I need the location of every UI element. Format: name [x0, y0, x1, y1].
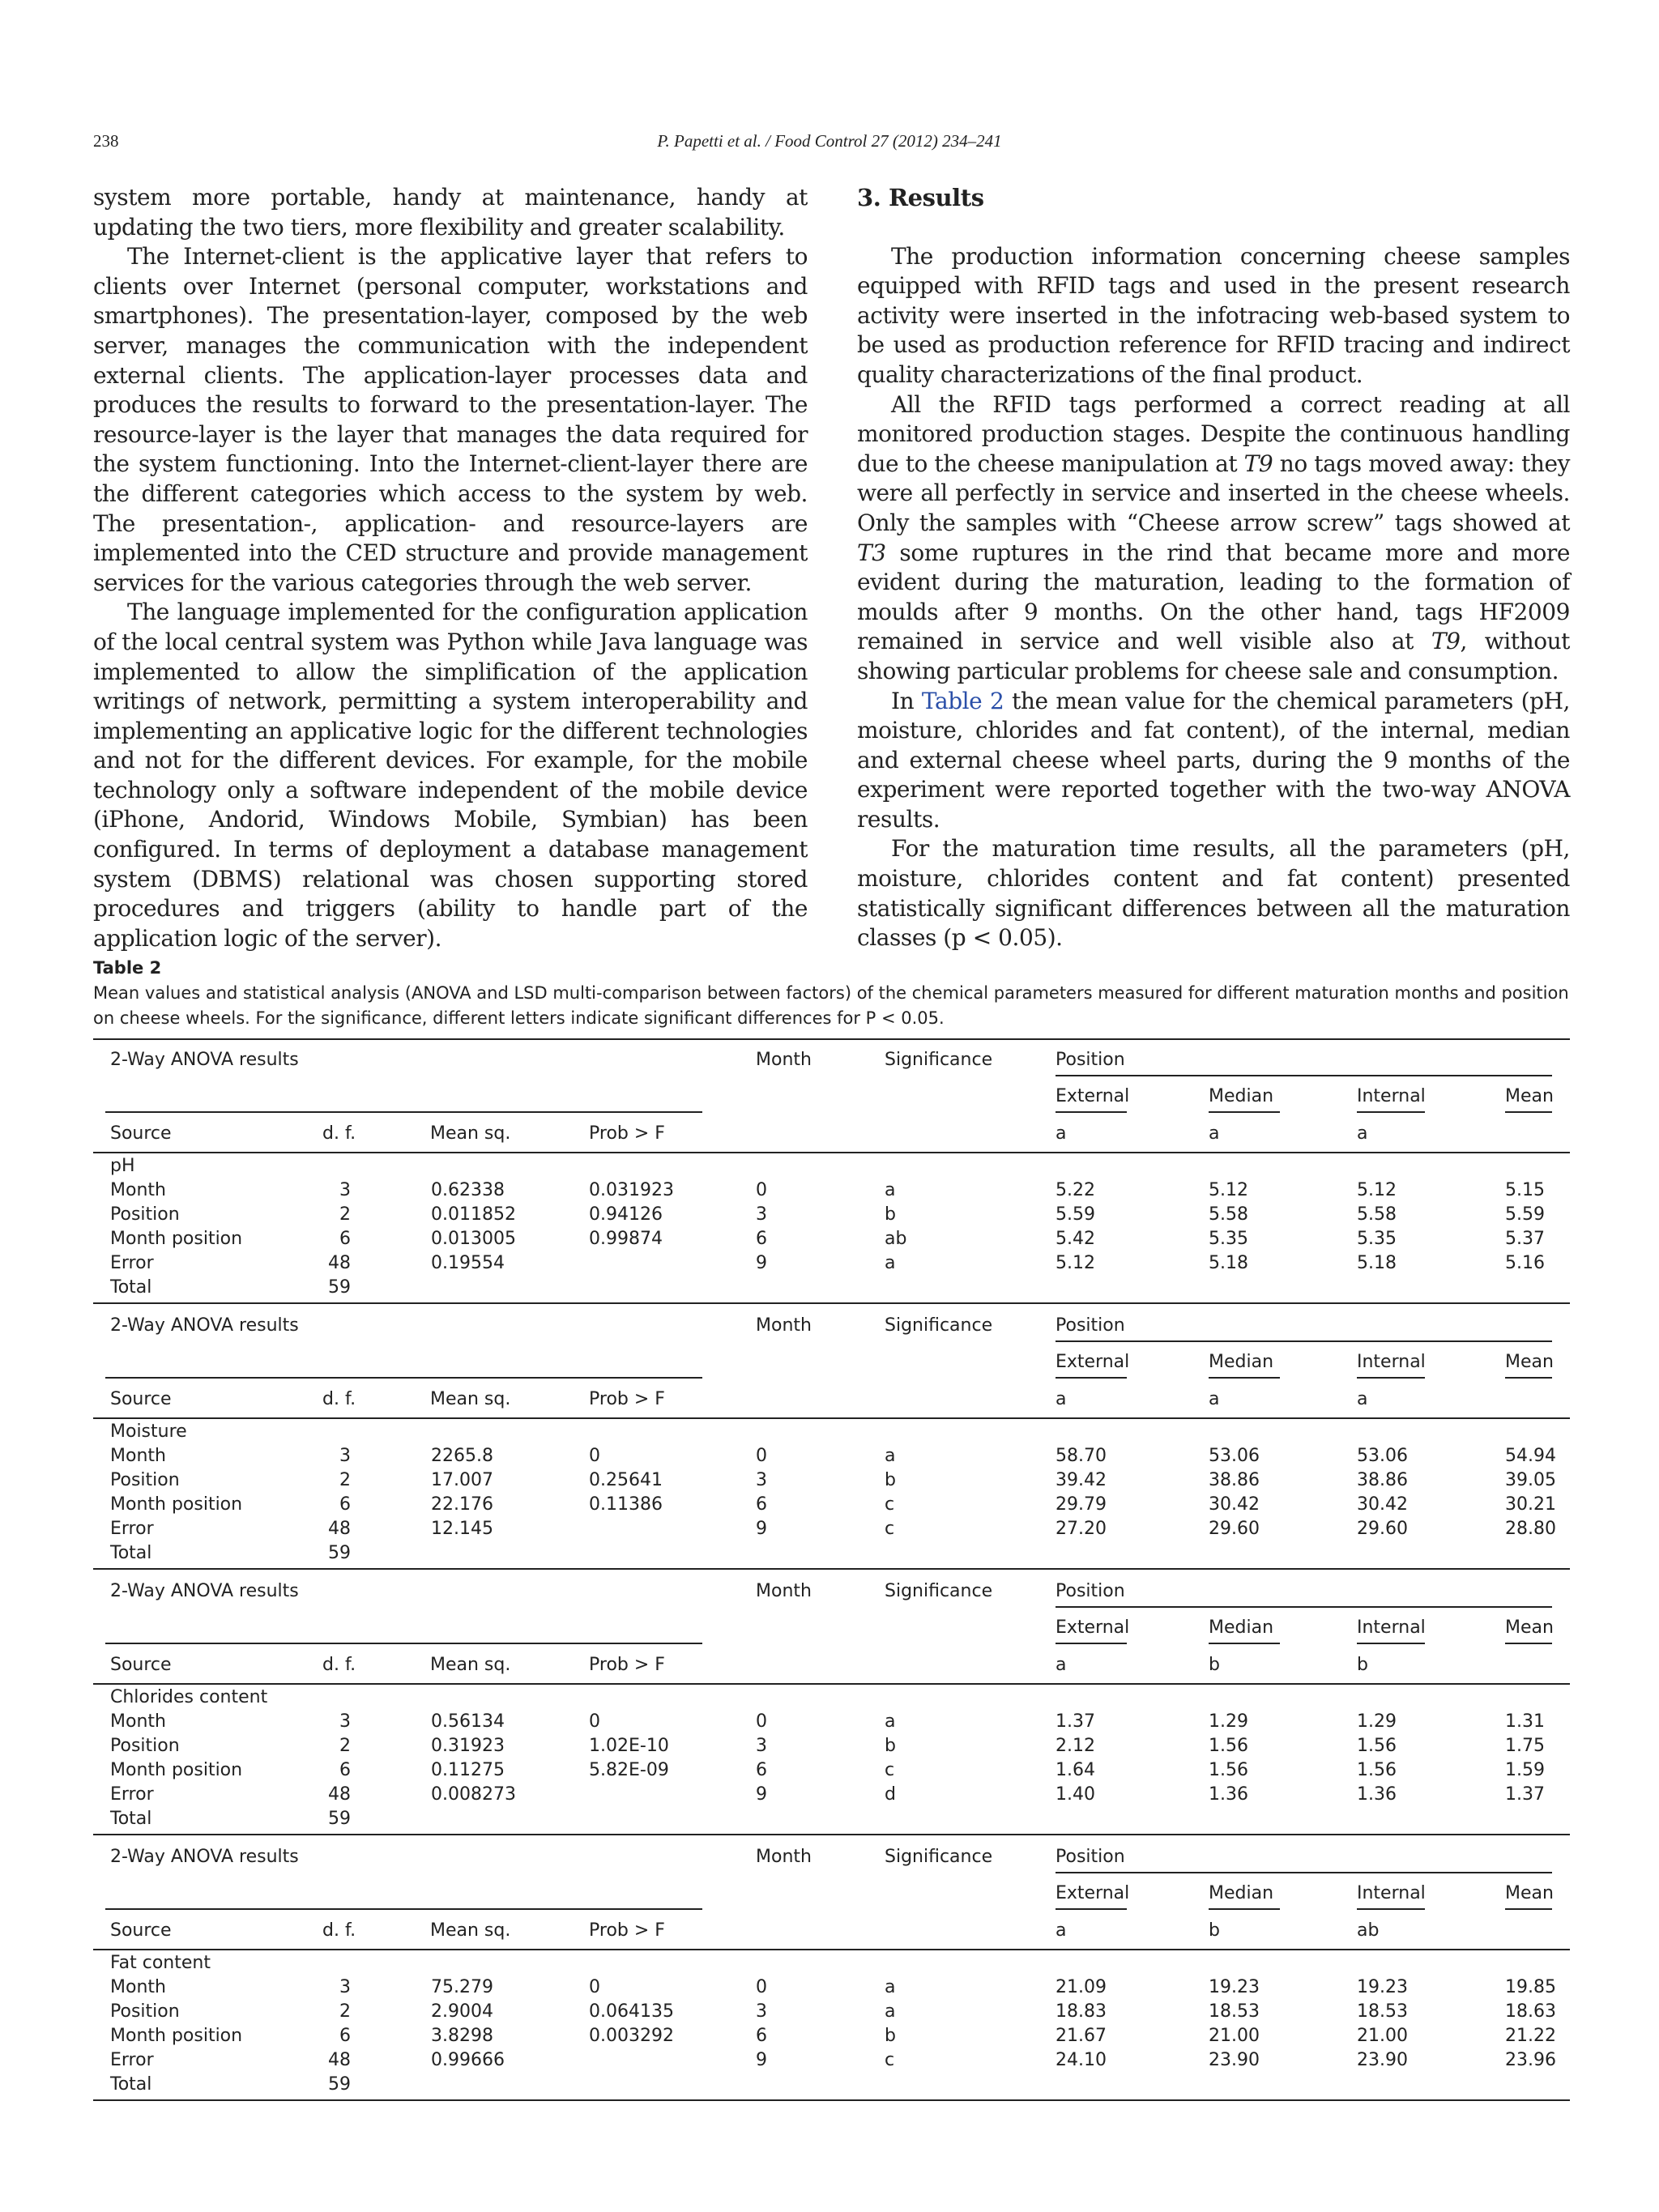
table-rule [105, 1643, 702, 1644]
median-value: 23.90 [1209, 2050, 1260, 2070]
internal-header: Internal [1357, 1883, 1426, 1903]
anova-meansq: 22.176 [431, 1494, 493, 1515]
anova-header: 2-Way ANOVA results [110, 1847, 299, 1867]
anova-df: 2 [339, 1470, 351, 1490]
anova-prob: 0.064135 [589, 2001, 674, 2022]
text-run: the mean value for the chemical parameters (pH, moisture, chlorides and fat content), of the internal, median and external cheese wheel parts, during the 9 months of the experiment were reported together with the two-way ANOVA results. [857, 687, 1570, 833]
table-rule [1209, 1377, 1280, 1379]
anova-source: Error [110, 1519, 154, 1539]
position-header: Position [1056, 1581, 1125, 1601]
position-letter: a [1056, 1920, 1067, 1941]
df-header: d. f. [322, 1920, 356, 1941]
anova-df: 59 [328, 2074, 351, 2095]
stage-symbol: T3 [857, 539, 886, 566]
month-value: 9 [756, 2050, 767, 2070]
internal-value: 30.42 [1357, 1494, 1408, 1515]
significance-value: a [885, 1253, 896, 1273]
anova-meansq: 12.145 [431, 1519, 493, 1539]
meansq-header: Mean sq. [430, 1920, 511, 1941]
mean-header: Mean [1505, 1352, 1554, 1372]
median-value: 5.35 [1209, 1229, 1248, 1249]
position-letter: b [1357, 1655, 1368, 1675]
significance-value: a [885, 2001, 896, 2022]
source-header: Source [110, 1920, 172, 1941]
anova-meansq: 0.013005 [431, 1229, 516, 1249]
anova-source: Error [110, 1784, 154, 1805]
table-block [93, 1570, 1570, 1837]
source-header: Source [110, 1389, 172, 1409]
median-header: Median [1209, 1617, 1274, 1638]
anova-df: 3 [339, 1711, 351, 1732]
external-value: 27.20 [1056, 1519, 1107, 1539]
external-value: 5.42 [1056, 1229, 1095, 1249]
anova-df: 48 [328, 1253, 351, 1273]
significance-header: Significance [885, 1315, 993, 1336]
table-rule [1056, 1377, 1127, 1379]
anova-prob: 0.003292 [589, 2026, 674, 2046]
table-rule [1505, 1111, 1552, 1113]
month-header: Month [756, 1847, 812, 1867]
table-rule [105, 1908, 702, 1910]
month-value: 6 [756, 1760, 767, 1780]
parameter-label: pH [110, 1156, 135, 1176]
significance-value: c [885, 1519, 895, 1539]
table-caption-text: Mean values and statistical analysis (ANOVA and LSD multi-comparison between factors) of the chemical parameters measured for different maturation months and position on cheese wheels. For the significance, different letters indicate significant differences for P < 0.05. [93, 983, 1569, 1028]
anova-df: 48 [328, 2050, 351, 2070]
mean-value: 18.63 [1505, 2001, 1556, 2022]
source-header: Source [110, 1655, 172, 1675]
mean-value: 28.80 [1505, 1519, 1556, 1539]
month-header: Month [756, 1050, 812, 1070]
external-value: 21.09 [1056, 1977, 1107, 1997]
table-rule [93, 1152, 1570, 1153]
position-letter: a [1056, 1655, 1067, 1675]
left-text-column [93, 183, 808, 953]
table-rule [1056, 1111, 1127, 1113]
paragraph: The language implemented for the configuration application of the local central system was Python while Java language was implemented to allow the simplification of the application writings of network, permitting a system interoperability and implementing an applicative logic for the different technologies and not for the different devices. For example, for the mobile technology only a software independent of the mobile device (iPhone, Andorid, Windows Mobile, Symbian) has been configured. In terms of deployment a database management system (DBMS) relational was chosen supporting stored procedures and triggers (ability to handle part of the application logic of the server). [93, 599, 808, 952]
anova-source: Month position [110, 2026, 243, 2046]
page-number: 238 [93, 131, 119, 151]
significance-value: d [885, 1784, 896, 1805]
prob-header: Prob > F [589, 1920, 665, 1941]
parameter-label: Fat content [110, 1953, 211, 1973]
df-header: d. f. [322, 1655, 356, 1675]
paragraph: For the maturation time results, all the parameters (pH, moisture, chlorides content and fat content) presented statistically significant differences between all the maturation classes (p < 0.05). [857, 835, 1570, 952]
anova-df: 59 [328, 1277, 351, 1298]
prob-header: Prob > F [589, 1123, 665, 1144]
meansq-header: Mean sq. [430, 1123, 511, 1144]
external-value: 5.22 [1056, 1180, 1095, 1200]
anova-source: Position [110, 1470, 180, 1490]
table-rule [1505, 1643, 1552, 1644]
significance-value: a [885, 1977, 896, 1997]
table-rule [93, 2099, 1570, 2101]
external-value: 58.70 [1056, 1446, 1107, 1466]
parameter-label: Moisture [110, 1421, 187, 1442]
external-value: 2.12 [1056, 1736, 1095, 1756]
table-rule [1056, 1340, 1552, 1342]
anova-meansq: 0.11275 [431, 1760, 505, 1780]
text-run: , without showing particular problems for cheese sale and consumption. [857, 628, 1570, 684]
stage-symbol: T9 [1431, 628, 1461, 655]
table-label: Table 2 [93, 958, 162, 978]
anova-prob: 0.031923 [589, 1180, 674, 1200]
anova-prob: 0 [589, 1446, 600, 1466]
anova-prob: 0.94126 [589, 1204, 663, 1225]
month-value: 0 [756, 1446, 767, 1466]
median-header: Median [1209, 1086, 1274, 1106]
position-letter: a [1056, 1123, 1067, 1144]
median-value: 53.06 [1209, 1446, 1260, 1466]
significance-value: b [885, 1204, 896, 1225]
median-value: 5.12 [1209, 1180, 1248, 1200]
external-value: 1.37 [1056, 1711, 1095, 1732]
internal-value: 18.53 [1357, 2001, 1408, 2022]
mean-value: 1.75 [1505, 1736, 1545, 1756]
internal-value: 23.90 [1357, 2050, 1408, 2070]
anova-df: 59 [328, 1809, 351, 1829]
anova-source: Month [110, 1977, 166, 1997]
mean-header: Mean [1505, 1617, 1554, 1638]
anova-df: 3 [339, 1446, 351, 1466]
anova-df: 6 [339, 2026, 351, 2046]
anova-source: Position [110, 1736, 180, 1756]
internal-value: 19.23 [1357, 1977, 1408, 1997]
anova-prob: 0.11386 [589, 1494, 663, 1515]
median-value: 1.56 [1209, 1736, 1248, 1756]
anova-df: 6 [339, 1494, 351, 1515]
month-header: Month [756, 1315, 812, 1336]
mean-value: 23.96 [1505, 2050, 1556, 2070]
position-letter: a [1357, 1389, 1368, 1409]
table-rule [1209, 1643, 1280, 1644]
anova-meansq: 2.9004 [431, 2001, 493, 2022]
running-header-citation: P. Papetti et al. / Food Control 27 (2012) 234–241 [657, 131, 1002, 151]
table-rule [1056, 1908, 1127, 1910]
anova-source: Total [110, 2074, 152, 2095]
month-value: 6 [756, 1229, 767, 1249]
table-rule [1056, 1872, 1552, 1873]
anova-df: 2 [339, 1736, 351, 1756]
position-letter: a [1357, 1123, 1368, 1144]
anova-prob: 0.99874 [589, 1229, 663, 1249]
meansq-header: Mean sq. [430, 1389, 511, 1409]
anova-source: Month [110, 1446, 166, 1466]
parameter-label: Chlorides content [110, 1687, 268, 1707]
month-value: 3 [756, 1470, 767, 1490]
anova-header: 2-Way ANOVA results [110, 1581, 299, 1601]
mean-value: 30.21 [1505, 1494, 1556, 1515]
stage-symbol: T9 [1243, 450, 1273, 477]
anova-source: Month [110, 1711, 166, 1732]
df-header: d. f. [322, 1389, 356, 1409]
external-value: 1.40 [1056, 1784, 1095, 1805]
external-value: 18.83 [1056, 2001, 1107, 2022]
internal-header: Internal [1357, 1617, 1426, 1638]
significance-value: c [885, 1760, 895, 1780]
anova-meansq: 0.011852 [431, 1204, 516, 1225]
significance-header: Significance [885, 1847, 993, 1867]
position-letter: a [1056, 1389, 1067, 1409]
table-rule [1357, 1908, 1425, 1910]
month-value: 9 [756, 1784, 767, 1805]
anova-prob: 0 [589, 1711, 600, 1732]
month-value: 6 [756, 1494, 767, 1515]
internal-value: 1.56 [1357, 1736, 1397, 1756]
median-value: 18.53 [1209, 2001, 1260, 2022]
external-header: External [1056, 1617, 1130, 1638]
paragraph [857, 390, 1570, 687]
anova-meansq: 17.007 [431, 1470, 493, 1490]
significance-header: Significance [885, 1581, 993, 1601]
mean-value: 39.05 [1505, 1470, 1556, 1490]
position-letter: b [1209, 1920, 1220, 1941]
external-value: 39.42 [1056, 1470, 1107, 1490]
anova-df: 3 [339, 1977, 351, 1997]
significance-value: a [885, 1446, 896, 1466]
position-header: Position [1056, 1847, 1125, 1867]
internal-header: Internal [1357, 1086, 1426, 1106]
table-rule [105, 1111, 702, 1113]
internal-value: 21.00 [1357, 2026, 1408, 2046]
median-value: 5.18 [1209, 1253, 1248, 1273]
median-value: 5.58 [1209, 1204, 1248, 1225]
month-value: 0 [756, 1711, 767, 1732]
anova-meansq: 0.99666 [431, 2050, 505, 2070]
anova-meansq: 75.279 [431, 1977, 493, 1997]
month-value: 3 [756, 2001, 767, 2022]
external-header: External [1056, 1086, 1130, 1106]
month-value: 6 [756, 2026, 767, 2046]
text-run: no tags moved away: they were all perfectly in service and inserted in the cheese wheels. Only the samples with “Cheese arrow screw” tags showed at [857, 450, 1570, 536]
month-value: 3 [756, 1736, 767, 1756]
median-header: Median [1209, 1352, 1274, 1372]
table-rule [1357, 1643, 1425, 1644]
table-rule [93, 1949, 1570, 1950]
meansq-header: Mean sq. [430, 1655, 511, 1675]
significance-value: a [885, 1180, 896, 1200]
anova-source: Position [110, 2001, 180, 2022]
anova-prob: 5.82E-09 [589, 1760, 669, 1780]
table-rule [1056, 1075, 1552, 1076]
internal-value: 5.12 [1357, 1180, 1397, 1200]
significance-value: ab [885, 1229, 907, 1249]
table-rule [1505, 1908, 1552, 1910]
anova-df: 6 [339, 1760, 351, 1780]
anova-df: 2 [339, 2001, 351, 2022]
anova-df: 6 [339, 1229, 351, 1249]
internal-value: 38.86 [1357, 1470, 1408, 1490]
paragraph: The production information concerning cheese samples equipped with RFID tags and used in the present research activity were inserted in the infotracing web-based system to be used as production reference for RFID tracing and indirect quality characterizations of the final product. [857, 242, 1570, 388]
anova-df: 2 [339, 1204, 351, 1225]
internal-value: 1.56 [1357, 1760, 1397, 1780]
paragraph: The Internet-client is the applicative layer that refers to clients over Internet (personal computer, workstations and smartphones). The presentation-layer, composed by the web server, manages the communication with the independent external clients. The application-layer processes data and produces the results to forward to the presentation-layer. The resource-layer is the layer that manages the data required for the system functioning. Into the Internet-client-layer there are the different categories which access to the system by web. The presentation-, application- and resource-layers are implemented into the CED structure and provide management services for the various categories through the web server. [93, 243, 808, 596]
external-header: External [1056, 1883, 1130, 1903]
anova-source: Error [110, 2050, 154, 2070]
table-rule [105, 1377, 702, 1379]
table-block [93, 1038, 1570, 1306]
mean-header: Mean [1505, 1086, 1554, 1106]
external-value: 24.10 [1056, 2050, 1107, 2070]
anova-source: Month position [110, 1760, 243, 1780]
table-rule [93, 1683, 1570, 1685]
external-value: 1.64 [1056, 1760, 1095, 1780]
mean-value: 1.59 [1505, 1760, 1545, 1780]
position-letter: ab [1357, 1920, 1380, 1941]
table-rule [1056, 1643, 1127, 1644]
source-header: Source [110, 1123, 172, 1144]
median-value: 1.56 [1209, 1760, 1248, 1780]
significance-header: Significance [885, 1050, 993, 1070]
anova-df: 48 [328, 1784, 351, 1805]
position-header: Position [1056, 1315, 1125, 1336]
significance-value: b [885, 1736, 896, 1756]
mean-value: 5.37 [1505, 1229, 1545, 1249]
anova-prob: 0.25641 [589, 1470, 663, 1490]
mean-header: Mean [1505, 1883, 1554, 1903]
mean-value: 5.16 [1505, 1253, 1545, 1273]
significance-value: c [885, 2050, 895, 2070]
anova-source: Month [110, 1180, 166, 1200]
external-value: 5.12 [1056, 1253, 1095, 1273]
month-value: 9 [756, 1519, 767, 1539]
section-heading: 3. Results [857, 184, 984, 211]
table-reference-link[interactable]: Table 2 [921, 687, 1004, 714]
mean-value: 21.22 [1505, 2026, 1556, 2046]
paragraph [857, 687, 1570, 835]
anova-meansq: 0.19554 [431, 1253, 505, 1273]
table-rule [1357, 1377, 1425, 1379]
mean-value: 54.94 [1505, 1446, 1556, 1466]
df-header: d. f. [322, 1123, 356, 1144]
table-rule [1209, 1908, 1280, 1910]
anova-prob: 1.02E-10 [589, 1736, 669, 1756]
table-rule [1357, 1111, 1425, 1113]
anova-meansq: 0.62338 [431, 1180, 505, 1200]
internal-value: 53.06 [1357, 1446, 1408, 1466]
anova-meansq: 3.8298 [431, 2026, 493, 2046]
median-value: 21.00 [1209, 2026, 1260, 2046]
internal-header: Internal [1357, 1352, 1426, 1372]
paragraph: system more portable, handy at maintenance, handy at updating the two tiers, more flexibility and greater scalability. [93, 184, 808, 241]
internal-value: 5.58 [1357, 1204, 1397, 1225]
anova-source: Total [110, 1543, 152, 1563]
anova-source: Error [110, 1253, 154, 1273]
mean-value: 1.31 [1505, 1711, 1545, 1732]
table-rule [1209, 1111, 1280, 1113]
anova-meansq: 0.31923 [431, 1736, 505, 1756]
table-block [93, 1304, 1570, 1571]
table-rule [93, 1038, 1570, 1040]
internal-value: 1.36 [1357, 1784, 1397, 1805]
median-value: 29.60 [1209, 1519, 1260, 1539]
significance-value: c [885, 1494, 895, 1515]
significance-value: a [885, 1711, 896, 1732]
month-value: 0 [756, 1977, 767, 1997]
text-run: All the RFID tags performed a correct reading at all monitored production stages. Despite the continuous handling due to the cheese manipulation at [857, 390, 1570, 477]
median-value: 1.36 [1209, 1784, 1248, 1805]
text-run: In [891, 687, 922, 714]
position-letter: b [1209, 1655, 1220, 1675]
anova-source: Total [110, 1277, 152, 1298]
right-text-column [857, 183, 1570, 953]
position-header: Position [1056, 1050, 1125, 1070]
month-value: 3 [756, 1204, 767, 1225]
median-header: Median [1209, 1883, 1274, 1903]
anova-source: Total [110, 1809, 152, 1829]
anova-meansq: 0.008273 [431, 1784, 516, 1805]
median-value: 1.29 [1209, 1711, 1248, 1732]
position-letter: a [1209, 1389, 1220, 1409]
table-caption [93, 956, 1570, 1031]
prob-header: Prob > F [589, 1389, 665, 1409]
median-value: 38.86 [1209, 1470, 1260, 1490]
significance-value: b [885, 1470, 896, 1490]
significance-value: b [885, 2026, 896, 2046]
anova-meansq: 0.56134 [431, 1711, 505, 1732]
month-value: 9 [756, 1253, 767, 1273]
anova-source: Month position [110, 1229, 243, 1249]
external-value: 29.79 [1056, 1494, 1107, 1515]
table-rule [1056, 1606, 1552, 1608]
position-letter: a [1209, 1123, 1220, 1144]
mean-value: 5.59 [1505, 1204, 1545, 1225]
external-header: External [1056, 1352, 1130, 1372]
table-block [93, 1835, 1570, 2103]
external-value: 21.67 [1056, 2026, 1107, 2046]
external-value: 5.59 [1056, 1204, 1095, 1225]
anova-header: 2-Way ANOVA results [110, 1050, 299, 1070]
anova-header: 2-Way ANOVA results [110, 1315, 299, 1336]
mean-value: 1.37 [1505, 1784, 1545, 1805]
table-rule [1505, 1377, 1552, 1379]
internal-value: 5.35 [1357, 1229, 1397, 1249]
anova-prob: 0 [589, 1977, 600, 1997]
anova-source: Month position [110, 1494, 243, 1515]
table-rule [93, 1417, 1570, 1419]
mean-value: 5.15 [1505, 1180, 1545, 1200]
anova-df: 48 [328, 1519, 351, 1539]
mean-value: 19.85 [1505, 1977, 1556, 1997]
internal-value: 5.18 [1357, 1253, 1397, 1273]
internal-value: 29.60 [1357, 1519, 1408, 1539]
month-value: 0 [756, 1180, 767, 1200]
prob-header: Prob > F [589, 1655, 665, 1675]
anova-source: Position [110, 1204, 180, 1225]
internal-value: 1.29 [1357, 1711, 1397, 1732]
median-value: 19.23 [1209, 1977, 1260, 1997]
median-value: 30.42 [1209, 1494, 1260, 1515]
anova-df: 3 [339, 1180, 351, 1200]
month-header: Month [756, 1581, 812, 1601]
anova-df: 59 [328, 1543, 351, 1563]
anova-meansq: 2265.8 [431, 1446, 493, 1466]
text-run: some ruptures in the rind that became more and more evident during the maturation, leading to the formation of moulds after 9 months. On the other hand, tags HF2009 remained in service and well visible also at [857, 539, 1570, 655]
